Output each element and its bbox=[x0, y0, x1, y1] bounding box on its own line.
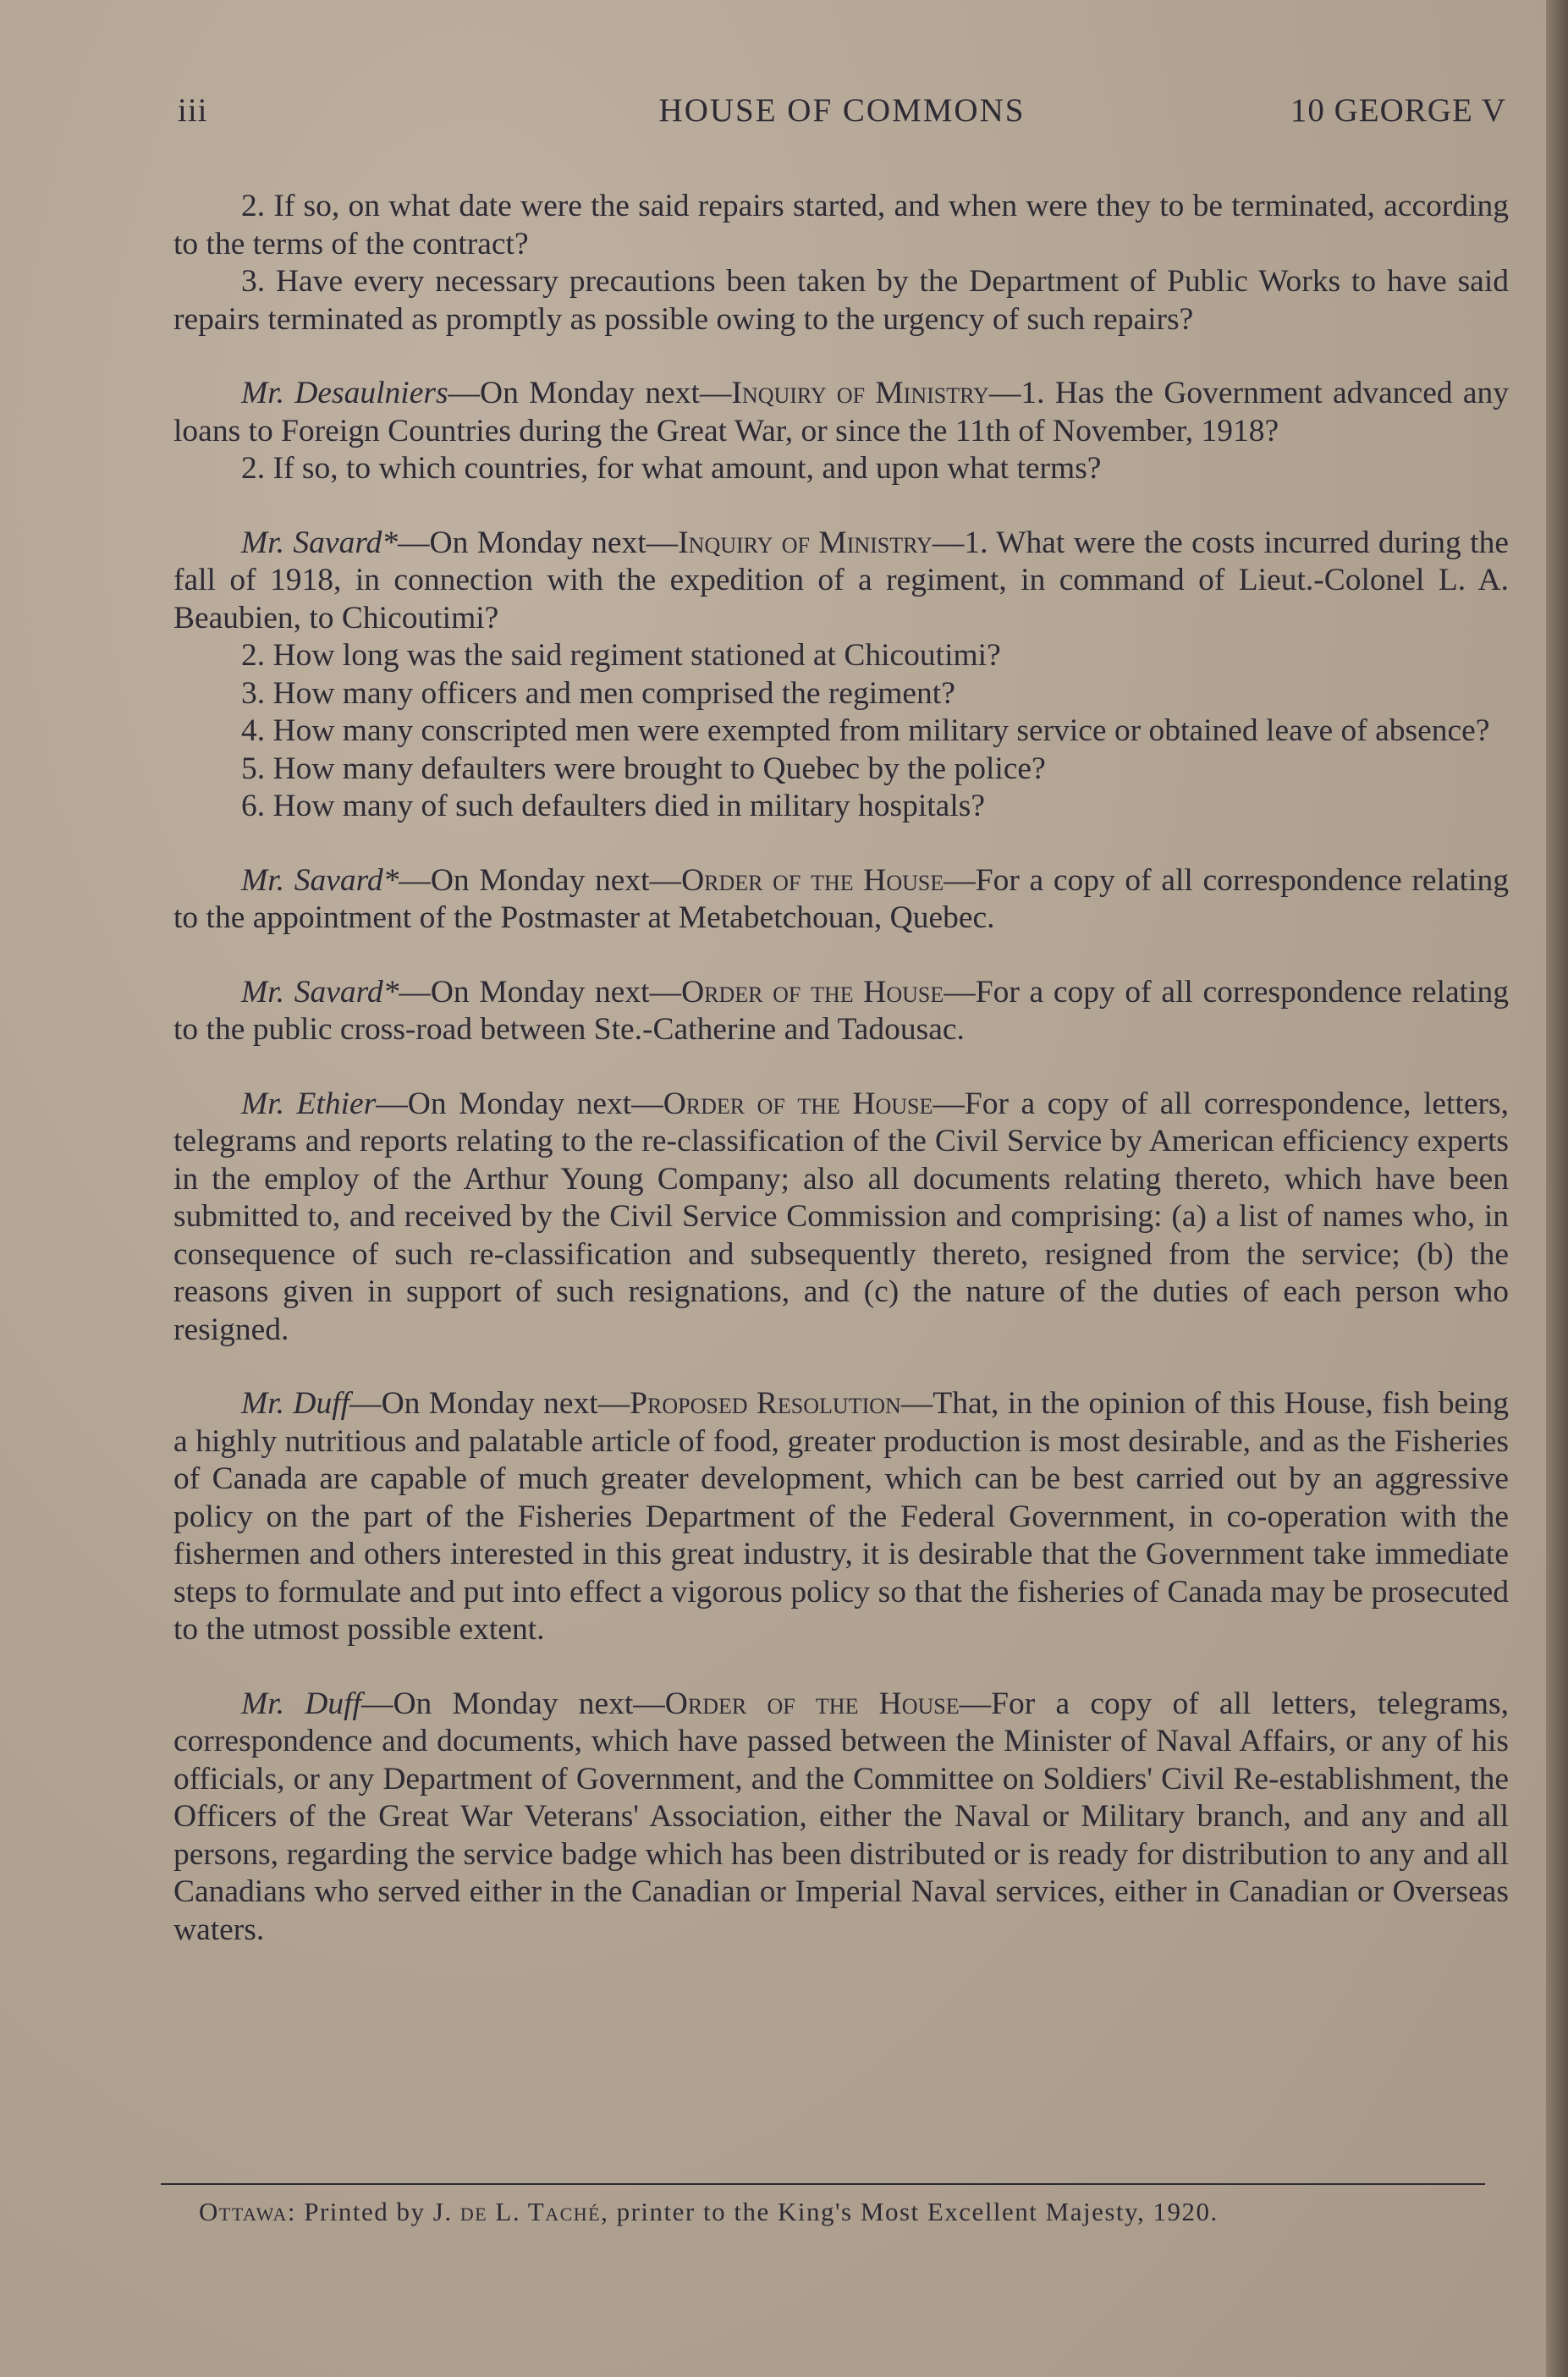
question-paragraph bbox=[173, 862, 1509, 938]
notice-entry bbox=[173, 188, 1509, 338]
notice-day: —On Monday next— bbox=[376, 1086, 663, 1121]
notice-day: —On Monday next— bbox=[349, 1386, 630, 1421]
notice-day: —On Monday next— bbox=[399, 862, 682, 898]
notice-entry bbox=[173, 974, 1509, 1049]
notice-entry bbox=[173, 1385, 1509, 1649]
motion-type: Order of the House bbox=[681, 862, 944, 898]
motion-type: Inquiry of Ministry bbox=[731, 376, 989, 410]
question-paragraph bbox=[173, 1385, 1509, 1649]
question-paragraph bbox=[173, 525, 1509, 638]
motion-text: —For a copy of all correspondence, letters, telegrams and reports relating to the re-classification of the Civil Service by American efficiency experts in the employ of the Arthur Young Company; also all documents relating thereto, which have been submitted to, and received by the Civil Service Commission and comprising: (a) a list of names who, in consequence of such re-classification and subsequently thereto, resigned from the service; (b) the reasons given in support of such resignations, and (c) the nature of the duties of each person who resigned. bbox=[173, 1086, 1509, 1347]
motion-type: Order of the House bbox=[663, 1086, 933, 1121]
notice-day: —On Monday next— bbox=[399, 974, 682, 1010]
motion-type: Proposed Resolution bbox=[630, 1386, 901, 1421]
notice-day: —On Monday next— bbox=[360, 1686, 665, 1721]
question-paragraph: 6. How many of such defaulters died in military hospitals? bbox=[241, 789, 985, 823]
notice-entry bbox=[173, 1686, 1509, 1950]
notice-entry bbox=[173, 525, 1509, 826]
question-paragraph: 2. If so, to which countries, for what amount, and upon what terms? bbox=[241, 451, 1102, 486]
motion-text: —For a copy of all letters, telegrams, correspondence and documents, which have passed between the Minister of Naval Affairs, or any of his officials, or any Department of Government, and the Committee on Soldiers' Civil Re-establishment, the Officers of the Great War Veterans' Association, either the Naval or Military branch, and any and all persons, regarding the service badge which has been distributed or is ready for distribution to any and all Canadians who served either in the Canadian or Imperial Naval services, either in Canadian or Overseas waters. bbox=[173, 1686, 1510, 1947]
imprint-text: : Printed by J. bbox=[287, 2197, 460, 2226]
motion-type: Order of the House bbox=[681, 974, 944, 1010]
question-paragraph: 3. Have every necessary precautions been taken by the Department of Public Works to have said repairs terminated as promptly as possible owing to the urgency of such repairs? bbox=[173, 264, 1509, 337]
question-paragraph: 5. How many defaulters were brought to Quebec by the police? bbox=[241, 751, 1046, 786]
question-paragraph bbox=[173, 974, 1509, 1049]
printer-particle: de L. bbox=[459, 2197, 521, 2226]
question-paragraph: 2. How long was the said regiment stationed at Chicoutimi? bbox=[241, 638, 1001, 673]
printer-surname: Taché bbox=[520, 2197, 602, 2226]
question-paragraph: 2. If so, on what date were the said repairs started, and when were they to be terminated, according to the terms of the contract? bbox=[173, 189, 1509, 261]
running-header bbox=[178, 91, 1506, 134]
member-name: Mr. Duff bbox=[241, 1386, 350, 1421]
member-name: Mr. Savard* bbox=[241, 525, 399, 560]
member-name: Mr. Savard* bbox=[241, 862, 399, 898]
notice-entry bbox=[173, 862, 1509, 938]
motion-text: —1. Has the Government advanced any loans to Foreign Countries during the Great War, or since the 11th of November, 1918? bbox=[173, 376, 1509, 448]
motion-type: Inquiry of Ministry bbox=[678, 525, 933, 560]
page-number: iii bbox=[178, 92, 208, 129]
notice-day: —On Monday next— bbox=[448, 376, 732, 410]
motion-text: —That, in the opinion of this House, fish being a highly nutritious and palatable article of food, greater production is most desirable, and as the Fisheries of Canada are capable of much greater development, which can be best carried out by an aggressive policy on the part of the Fisheries Department of the Federal Government, in co-operation with the fishermen and others interested in this great industry, it is desirable that the Government take immediate steps to formulate and put into effect a vigorous policy so that the fisheries of Canada may be prosecuted to the utmost possible extent. bbox=[173, 1386, 1510, 1647]
motion-text: —For a copy of all correspondence relating to the public cross-road between Ste.-Catherine and Tadousac. bbox=[173, 974, 1509, 1047]
question-paragraph: 3. How many officers and men comprised the regiment? bbox=[241, 675, 955, 711]
printer-imprint bbox=[199, 2197, 1451, 2227]
member-name: Mr. Savard* bbox=[241, 974, 399, 1010]
member-name: Mr. Duff bbox=[241, 1686, 361, 1721]
header-title: HOUSE OF COMMONS bbox=[658, 92, 1026, 129]
regnal-year: 10 GEORGE V bbox=[1290, 92, 1506, 129]
motion-type: Order of the House bbox=[664, 1686, 960, 1721]
question-paragraph bbox=[173, 1086, 1509, 1350]
footer-rule bbox=[161, 2183, 1485, 2185]
page-edge-shadow bbox=[1546, 0, 1568, 2377]
notice-day: —On Monday next— bbox=[398, 525, 679, 560]
notice-entry bbox=[173, 1086, 1509, 1350]
motion-text: —1. What were the costs incurred during the fall of 1918, in connection with the expedition of a regiment, in command of Lieut.-Colonel L. A. Beaubien, to Chicoutimi? bbox=[173, 525, 1509, 636]
motion-text: —For a copy of all correspondence relating to the appointment of the Postmaster at Metabetchouan, Quebec. bbox=[173, 862, 1509, 935]
document-body bbox=[173, 188, 1509, 1985]
question-paragraph bbox=[173, 1686, 1509, 1950]
member-name: Mr. Desaulniers bbox=[241, 376, 448, 410]
imprint-suffix: , printer to the King's Most Excellent Majesty, 1920. bbox=[601, 2197, 1219, 2226]
member-name: Mr. Ethier bbox=[241, 1086, 377, 1121]
notice-entry bbox=[173, 375, 1509, 488]
question-paragraph bbox=[173, 375, 1509, 450]
question-paragraph: 4. How many conscripted men were exempted from military service or obtained leave of absence? bbox=[241, 713, 1490, 748]
imprint-place: Ottawa bbox=[199, 2197, 288, 2226]
